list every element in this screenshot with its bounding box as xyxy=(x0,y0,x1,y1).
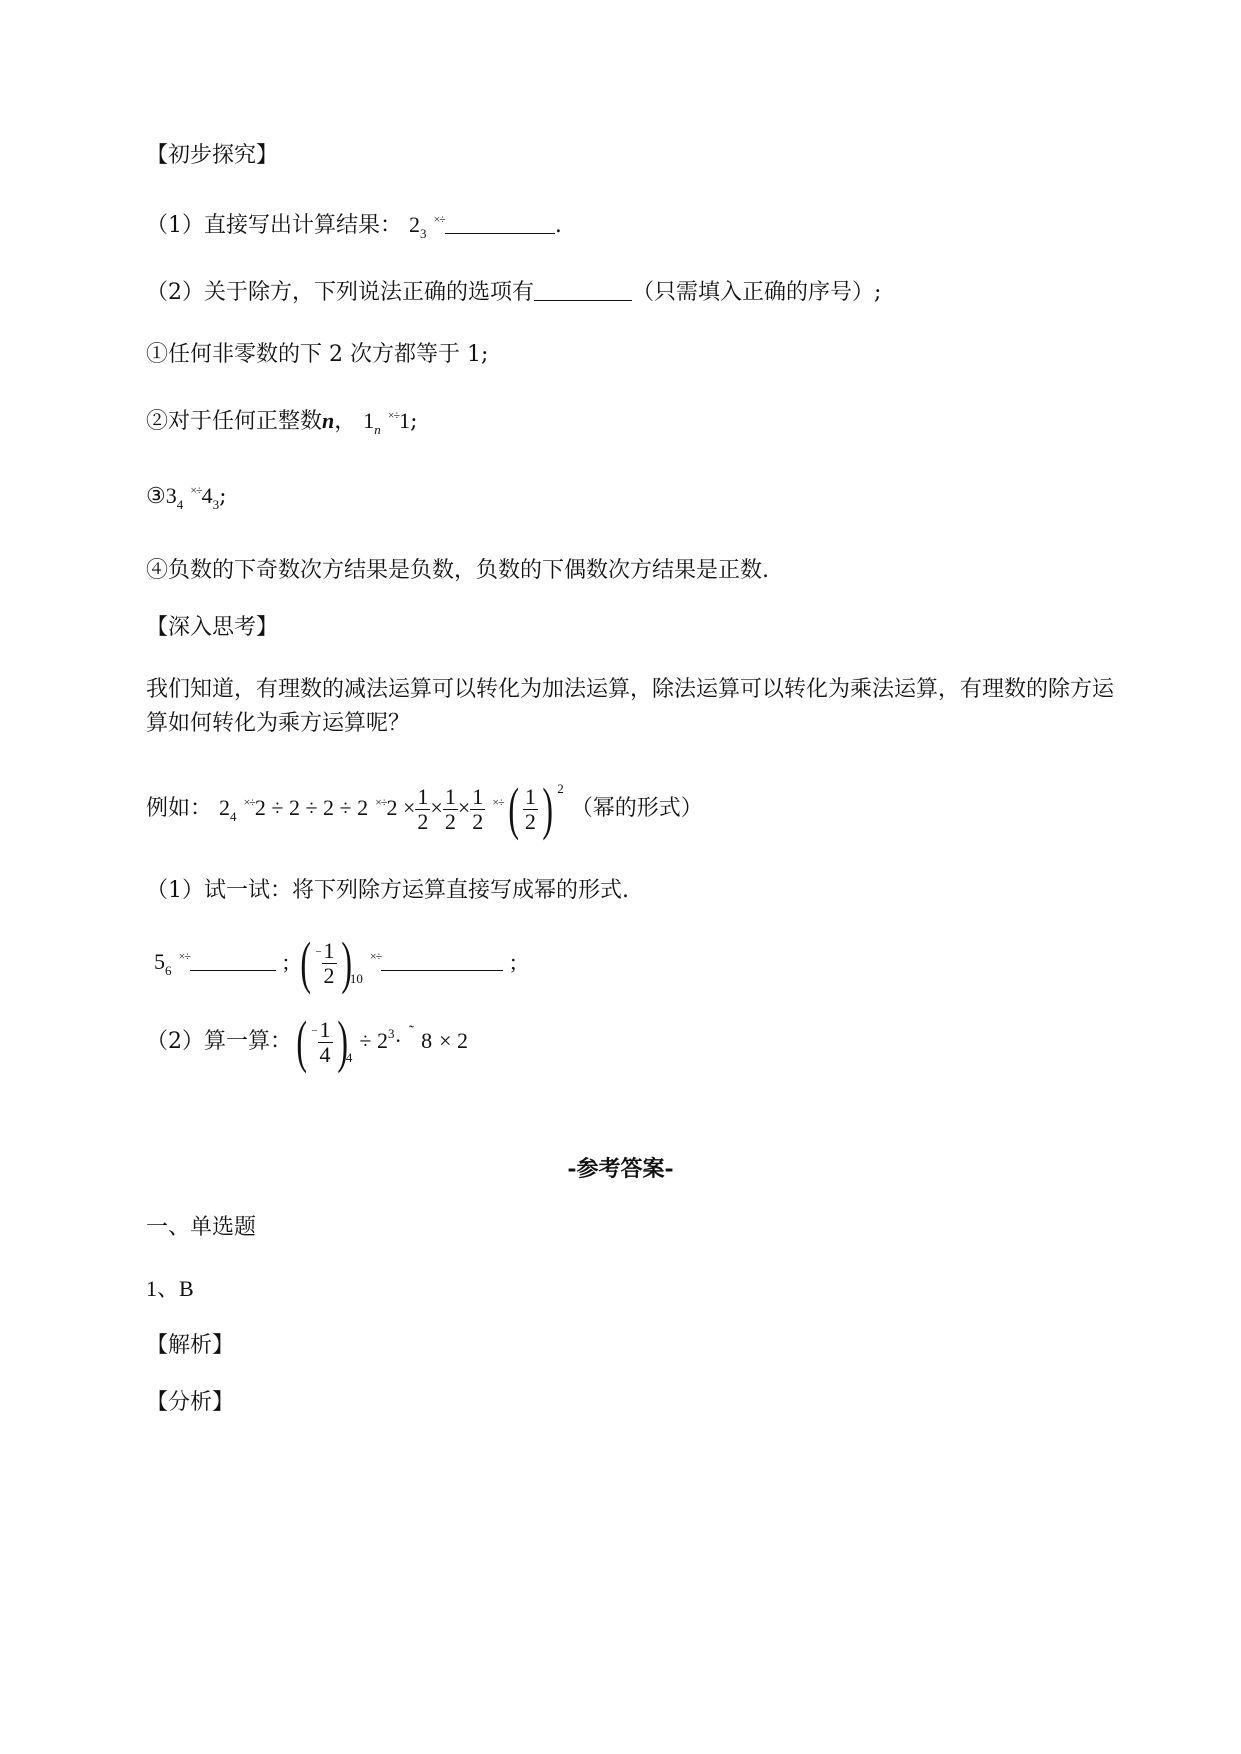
right-paren: ) xyxy=(542,776,553,841)
fenxi-heading: 【分析】 xyxy=(146,1390,235,1415)
circle-division-operator: ×÷ xyxy=(433,212,445,226)
paragraph-line-2: 算如何转化为乘方运算呢？ xyxy=(146,711,411,736)
calc-division: ÷ 2 xyxy=(359,1028,388,1053)
left-paren: ( xyxy=(507,776,519,841)
minus-sign: − xyxy=(311,1025,318,1037)
example-line xyxy=(146,776,703,841)
answer-blank-q1[interactable] xyxy=(445,211,555,234)
opt3-bsub: 3 xyxy=(212,497,220,512)
fraction-one-half: $\frac{1}{2}$ xyxy=(444,783,456,834)
calc-dot: · xyxy=(394,1028,402,1053)
section-heading-deep: 【深入思考】 xyxy=(146,615,279,640)
circle-division-operator: ×÷ xyxy=(387,408,400,422)
question-2 xyxy=(146,278,881,308)
right-paren: ) xyxy=(340,930,352,995)
calc-line xyxy=(146,1009,469,1074)
example-label: 例如： xyxy=(146,796,213,821)
example-base: 2 xyxy=(219,795,231,820)
calc-tilde: ˜ xyxy=(408,1023,415,1040)
comma: ， xyxy=(334,409,357,434)
opt2-base: 1 xyxy=(363,408,375,433)
single-choice-heading: 一、单选题 xyxy=(146,1215,257,1240)
paragraph-line-1: 我们知道，有理数的减法运算可以转化为加法运算，除法运算可以转化为乘法运算，有理数的除方运 xyxy=(146,677,1115,702)
answer-blank-try-2[interactable] xyxy=(381,948,503,971)
minus-sign: − xyxy=(315,946,322,958)
option-2-text: ②对于任何正整数 xyxy=(146,409,323,434)
circle-division-operator: ×÷ xyxy=(190,483,202,497)
try-a: 5 xyxy=(154,949,165,974)
option-3 xyxy=(146,481,227,514)
q1-base: 2 xyxy=(409,212,420,237)
opt3-a: 3 xyxy=(165,483,177,508)
opt3-b: 4 xyxy=(201,483,213,508)
opt2-end: ; xyxy=(410,409,418,434)
times-sign: × xyxy=(457,795,471,820)
example-sub: 4 xyxy=(230,809,237,824)
q1-end: . xyxy=(554,213,562,238)
circle-division-operator: ×÷ xyxy=(492,795,504,809)
try-asub: 6 xyxy=(165,963,172,978)
circle-division-operator: ×÷ xyxy=(375,795,387,809)
try-expression-line xyxy=(154,930,517,995)
fraction-one-quarter: $\frac{1}{4}$ xyxy=(319,1016,331,1067)
calc-label: （2）算一算： xyxy=(146,1029,292,1054)
question-1-text: （1）直接写出计算结果： xyxy=(146,213,402,238)
try-end: ; xyxy=(510,949,517,974)
opt3-end: ; xyxy=(219,484,227,509)
question-2-after: （只需填入正确的序号）; xyxy=(632,280,882,305)
answer-blank-q2[interactable] xyxy=(534,278,632,301)
section-heading-explore: 【初步探究】 xyxy=(146,143,279,168)
option-1: ①任何非零数的下 2 次方都等于 1; xyxy=(146,342,489,367)
fraction-one-half: $\frac{1}{2}$ xyxy=(472,783,484,834)
times-sign: × xyxy=(430,795,443,820)
circle-division-operator: ×÷ xyxy=(178,949,190,963)
right-paren: ) xyxy=(336,1009,348,1074)
answers-title: -参考答案- xyxy=(567,1156,674,1182)
opt3-asub: 4 xyxy=(176,497,184,512)
analysis-heading: 【解析】 xyxy=(146,1333,235,1358)
q1-sub: 3 xyxy=(420,226,427,241)
fraction-one-half: $\frac{1}{2}$ xyxy=(524,783,536,834)
fraction-one-half: $\frac{1}{2}$ xyxy=(323,937,335,988)
circle-division-operator: ×÷ xyxy=(243,795,255,809)
example-expr1: 2 ÷ 2 ÷ 2 ÷ 2 xyxy=(254,795,369,820)
option-4: ④负数的下奇数次方结果是负数，负数的下偶数次方结果是正数. xyxy=(146,558,769,583)
example-note: （幂的形式） xyxy=(570,796,703,821)
question-2-text: （2）关于除方，下列说法正确的选项有 xyxy=(146,280,534,305)
calc-paren-sub: 4 xyxy=(345,1050,353,1065)
example-expr2: 2 × xyxy=(386,795,416,820)
left-paren: ( xyxy=(300,930,311,995)
answer-1: 1、B xyxy=(146,1276,194,1301)
left-paren: ( xyxy=(296,1009,307,1074)
separator: ; xyxy=(282,949,289,974)
option-2 xyxy=(146,406,418,439)
var-n: n xyxy=(322,408,335,433)
example-exponent: 2 xyxy=(557,781,564,796)
try-paren-sub: 10 xyxy=(349,971,363,986)
opt2-sub: n xyxy=(374,422,381,437)
fraction-one-half: $\frac{1}{2}$ xyxy=(417,783,429,834)
circle-division-operator: ×÷ xyxy=(369,949,382,963)
answer-blank-try-1[interactable] xyxy=(190,948,276,971)
try-instruction: （1）试一试：将下列除方运算直接写成幂的形式. xyxy=(146,878,629,903)
calc-exponent: 3 xyxy=(387,1026,395,1041)
option-3-circ: ③ xyxy=(146,484,166,509)
calc-eight: 8 xyxy=(421,1028,433,1053)
question-1 xyxy=(146,210,562,243)
calc-tail: × 2 xyxy=(439,1028,469,1053)
opt2-result: 1 xyxy=(399,408,411,433)
